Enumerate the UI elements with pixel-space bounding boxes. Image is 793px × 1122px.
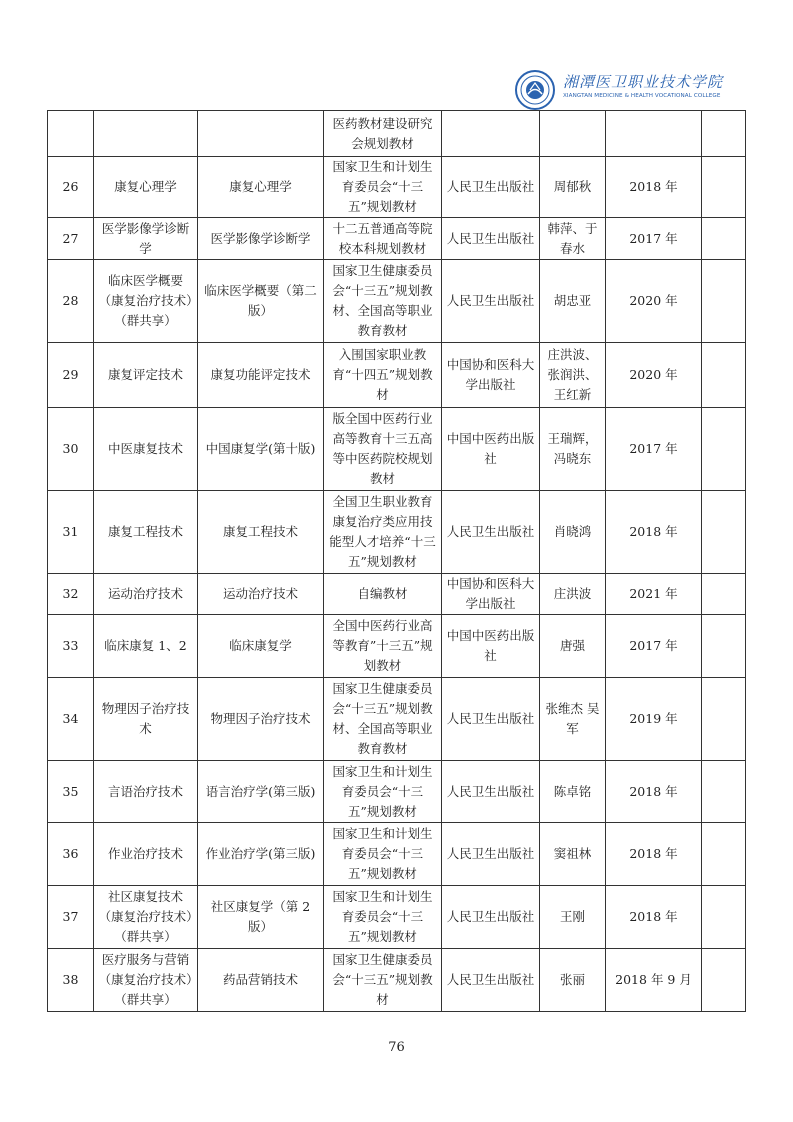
cell-no: 37 xyxy=(48,886,94,949)
cell-editor: 唐强 xyxy=(540,615,606,678)
cell-publisher: 中国协和医科大学出版社 xyxy=(442,574,540,615)
cell-textbook: 康复工程技术 xyxy=(198,491,324,574)
cell-category: 全国中医药行业高等教育”十三五”规划教材 xyxy=(324,615,442,678)
cell-no: 32 xyxy=(48,574,94,615)
cell-category: 国家卫生和计划生育委员会“十三五”规划教材 xyxy=(324,886,442,949)
cell-extra xyxy=(702,343,746,408)
cell-textbook: 中国康复学(第十版) xyxy=(198,408,324,491)
cell-course: 作业治疗技术 xyxy=(94,823,198,886)
cell-category: 十二五普通高等院校本科规划教材 xyxy=(324,218,442,260)
cell-publisher: 人民卫生出版社 xyxy=(442,823,540,886)
cell-no: 26 xyxy=(48,157,94,218)
cell-publisher xyxy=(442,111,540,157)
cell-category: 国家卫生和计划生育委员会“十三五”规划教材 xyxy=(324,823,442,886)
cell-category: 国家卫生和计划生育委员会“十三五”规划教材 xyxy=(324,157,442,218)
cell-category: 国家卫生和计划生育委员会“十三五”规划教材 xyxy=(324,761,442,823)
cell-editor: 肖晓鸿 xyxy=(540,491,606,574)
cell-publisher: 人民卫生出版社 xyxy=(442,157,540,218)
table-row xyxy=(48,678,746,761)
cell-publisher: 中国协和医科大学出版社 xyxy=(442,343,540,408)
cell-publisher: 中国中医药出版社 xyxy=(442,615,540,678)
cell-editor: 张维杰 吴军 xyxy=(540,678,606,761)
cell-extra xyxy=(702,678,746,761)
cell-course: 康复心理学 xyxy=(94,157,198,218)
cell-no: 38 xyxy=(48,949,94,1012)
cell-extra xyxy=(702,615,746,678)
cell-course: 康复工程技术 xyxy=(94,491,198,574)
cell-editor: 王刚 xyxy=(540,886,606,949)
cell-category: 自编教材 xyxy=(324,574,442,615)
cell-year: 2017 年 xyxy=(606,218,702,260)
textbook-table xyxy=(47,110,746,1012)
cell-editor: 庄洪波 xyxy=(540,574,606,615)
cell-course: 社区康复技术（康复治疗技术）（群共享） xyxy=(94,886,198,949)
cell-year: 2018 年 xyxy=(606,157,702,218)
cell-year xyxy=(606,111,702,157)
cell-editor: 陈卓铭 xyxy=(540,761,606,823)
cell-category: 医药教材建设研究会规划教材 xyxy=(324,111,442,157)
table-row xyxy=(48,260,746,343)
school-name: 湘潭医卫职业技术学院 xyxy=(563,73,724,91)
cell-editor xyxy=(540,111,606,157)
table-row xyxy=(48,111,746,157)
cell-editor: 韩萍、于春水 xyxy=(540,218,606,260)
cell-textbook: 运动治疗技术 xyxy=(198,574,324,615)
cell-editor: 周郁秋 xyxy=(540,157,606,218)
cell-extra xyxy=(702,949,746,1012)
cell-course: 临床医学概要（康复治疗技术）（群共享） xyxy=(94,260,198,343)
cell-category: 国家卫生健康委员会“十三五”规划教材 xyxy=(324,949,442,1012)
school-logo-icon xyxy=(515,70,555,110)
cell-year: 2018 年 xyxy=(606,886,702,949)
table-row xyxy=(48,949,746,1012)
school-name-en: XIANGTAN MEDICINE & HEALTH VOCATIONAL COLLEGE xyxy=(563,93,721,99)
cell-textbook xyxy=(198,111,324,157)
cell-extra xyxy=(702,491,746,574)
cell-no: 30 xyxy=(48,408,94,491)
cell-year: 2018 年 xyxy=(606,761,702,823)
cell-extra xyxy=(702,260,746,343)
cell-year: 2017 年 xyxy=(606,408,702,491)
cell-year: 2021 年 xyxy=(606,574,702,615)
cell-textbook: 语言治疗学(第三版) xyxy=(198,761,324,823)
table-row xyxy=(48,823,746,886)
cell-category: 国家卫生健康委员会“十三五”规划教材、全国高等职业教育教材 xyxy=(324,260,442,343)
cell-textbook: 医学影像学诊断学 xyxy=(198,218,324,260)
cell-publisher: 人民卫生出版社 xyxy=(442,491,540,574)
cell-course: 运动治疗技术 xyxy=(94,574,198,615)
cell-textbook: 临床康复学 xyxy=(198,615,324,678)
table-row xyxy=(48,343,746,408)
cell-extra xyxy=(702,408,746,491)
cell-course: 中医康复技术 xyxy=(94,408,198,491)
table-body xyxy=(48,111,746,1012)
cell-year: 2018 年 xyxy=(606,823,702,886)
cell-course: 医疗服务与营销（康复治疗技术）（群共享） xyxy=(94,949,198,1012)
cell-editor: 庄洪波、张润洪、王红新 xyxy=(540,343,606,408)
cell-editor: 窦祖林 xyxy=(540,823,606,886)
cell-course: 临床康复 1、2 xyxy=(94,615,198,678)
cell-course: 康复评定技术 xyxy=(94,343,198,408)
table-row xyxy=(48,615,746,678)
cell-year: 2019 年 xyxy=(606,678,702,761)
cell-course xyxy=(94,111,198,157)
cell-extra xyxy=(702,886,746,949)
cell-no: 28 xyxy=(48,260,94,343)
cell-extra xyxy=(702,574,746,615)
cell-no: 31 xyxy=(48,491,94,574)
table-row xyxy=(48,886,746,949)
cell-publisher: 人民卫生出版社 xyxy=(442,678,540,761)
cell-editor: 张丽 xyxy=(540,949,606,1012)
cell-extra xyxy=(702,761,746,823)
cell-publisher: 人民卫生出版社 xyxy=(442,886,540,949)
table-row xyxy=(48,761,746,823)
cell-year: 2018 年 9 月 xyxy=(606,949,702,1012)
cell-publisher: 人民卫生出版社 xyxy=(442,260,540,343)
cell-year: 2017 年 xyxy=(606,615,702,678)
cell-course: 物理因子治疗技术 xyxy=(94,678,198,761)
cell-category: 入围国家职业教育“十四五”规划教材 xyxy=(324,343,442,408)
cell-no: 29 xyxy=(48,343,94,408)
cell-course: 言语治疗技术 xyxy=(94,761,198,823)
cell-category: 国家卫生健康委员会“十三五”规划教材、全国高等职业教育教材 xyxy=(324,678,442,761)
cell-extra xyxy=(702,823,746,886)
cell-no xyxy=(48,111,94,157)
cell-publisher: 人民卫生出版社 xyxy=(442,949,540,1012)
cell-textbook: 药品营销技术 xyxy=(198,949,324,1012)
cell-no: 27 xyxy=(48,218,94,260)
cell-extra xyxy=(702,111,746,157)
cell-no: 34 xyxy=(48,678,94,761)
cell-textbook: 康复功能评定技术 xyxy=(198,343,324,408)
cell-category: 版全国中医药行业高等教育十三五高等中医药院校规划教材 xyxy=(324,408,442,491)
cell-editor: 王瑞辉，冯晓东 xyxy=(540,408,606,491)
cell-extra xyxy=(702,218,746,260)
table-row xyxy=(48,408,746,491)
cell-extra xyxy=(702,157,746,218)
cell-textbook: 临床医学概要（第二版） xyxy=(198,260,324,343)
cell-year: 2020 年 xyxy=(606,260,702,343)
page-number: 76 xyxy=(388,1040,405,1055)
cell-publisher: 人民卫生出版社 xyxy=(442,218,540,260)
cell-category: 全国卫生职业教育康复治疗类应用技能型人才培养“十三五”规划教材 xyxy=(324,491,442,574)
cell-editor: 胡忠亚 xyxy=(540,260,606,343)
table-row xyxy=(48,157,746,218)
cell-no: 36 xyxy=(48,823,94,886)
cell-textbook: 社区康复学（第 2 版） xyxy=(198,886,324,949)
cell-publisher: 中国中医药出版社 xyxy=(442,408,540,491)
school-header xyxy=(515,68,745,112)
cell-textbook: 作业治疗学(第三版) xyxy=(198,823,324,886)
cell-textbook: 康复心理学 xyxy=(198,157,324,218)
cell-course: 医学影像学诊断学 xyxy=(94,218,198,260)
cell-no: 35 xyxy=(48,761,94,823)
cell-no: 33 xyxy=(48,615,94,678)
cell-year: 2020 年 xyxy=(606,343,702,408)
table-row xyxy=(48,491,746,574)
table-row xyxy=(48,218,746,260)
table-row xyxy=(48,574,746,615)
cell-publisher: 人民卫生出版社 xyxy=(442,761,540,823)
cell-year: 2018 年 xyxy=(606,491,702,574)
cell-textbook: 物理因子治疗技术 xyxy=(198,678,324,761)
